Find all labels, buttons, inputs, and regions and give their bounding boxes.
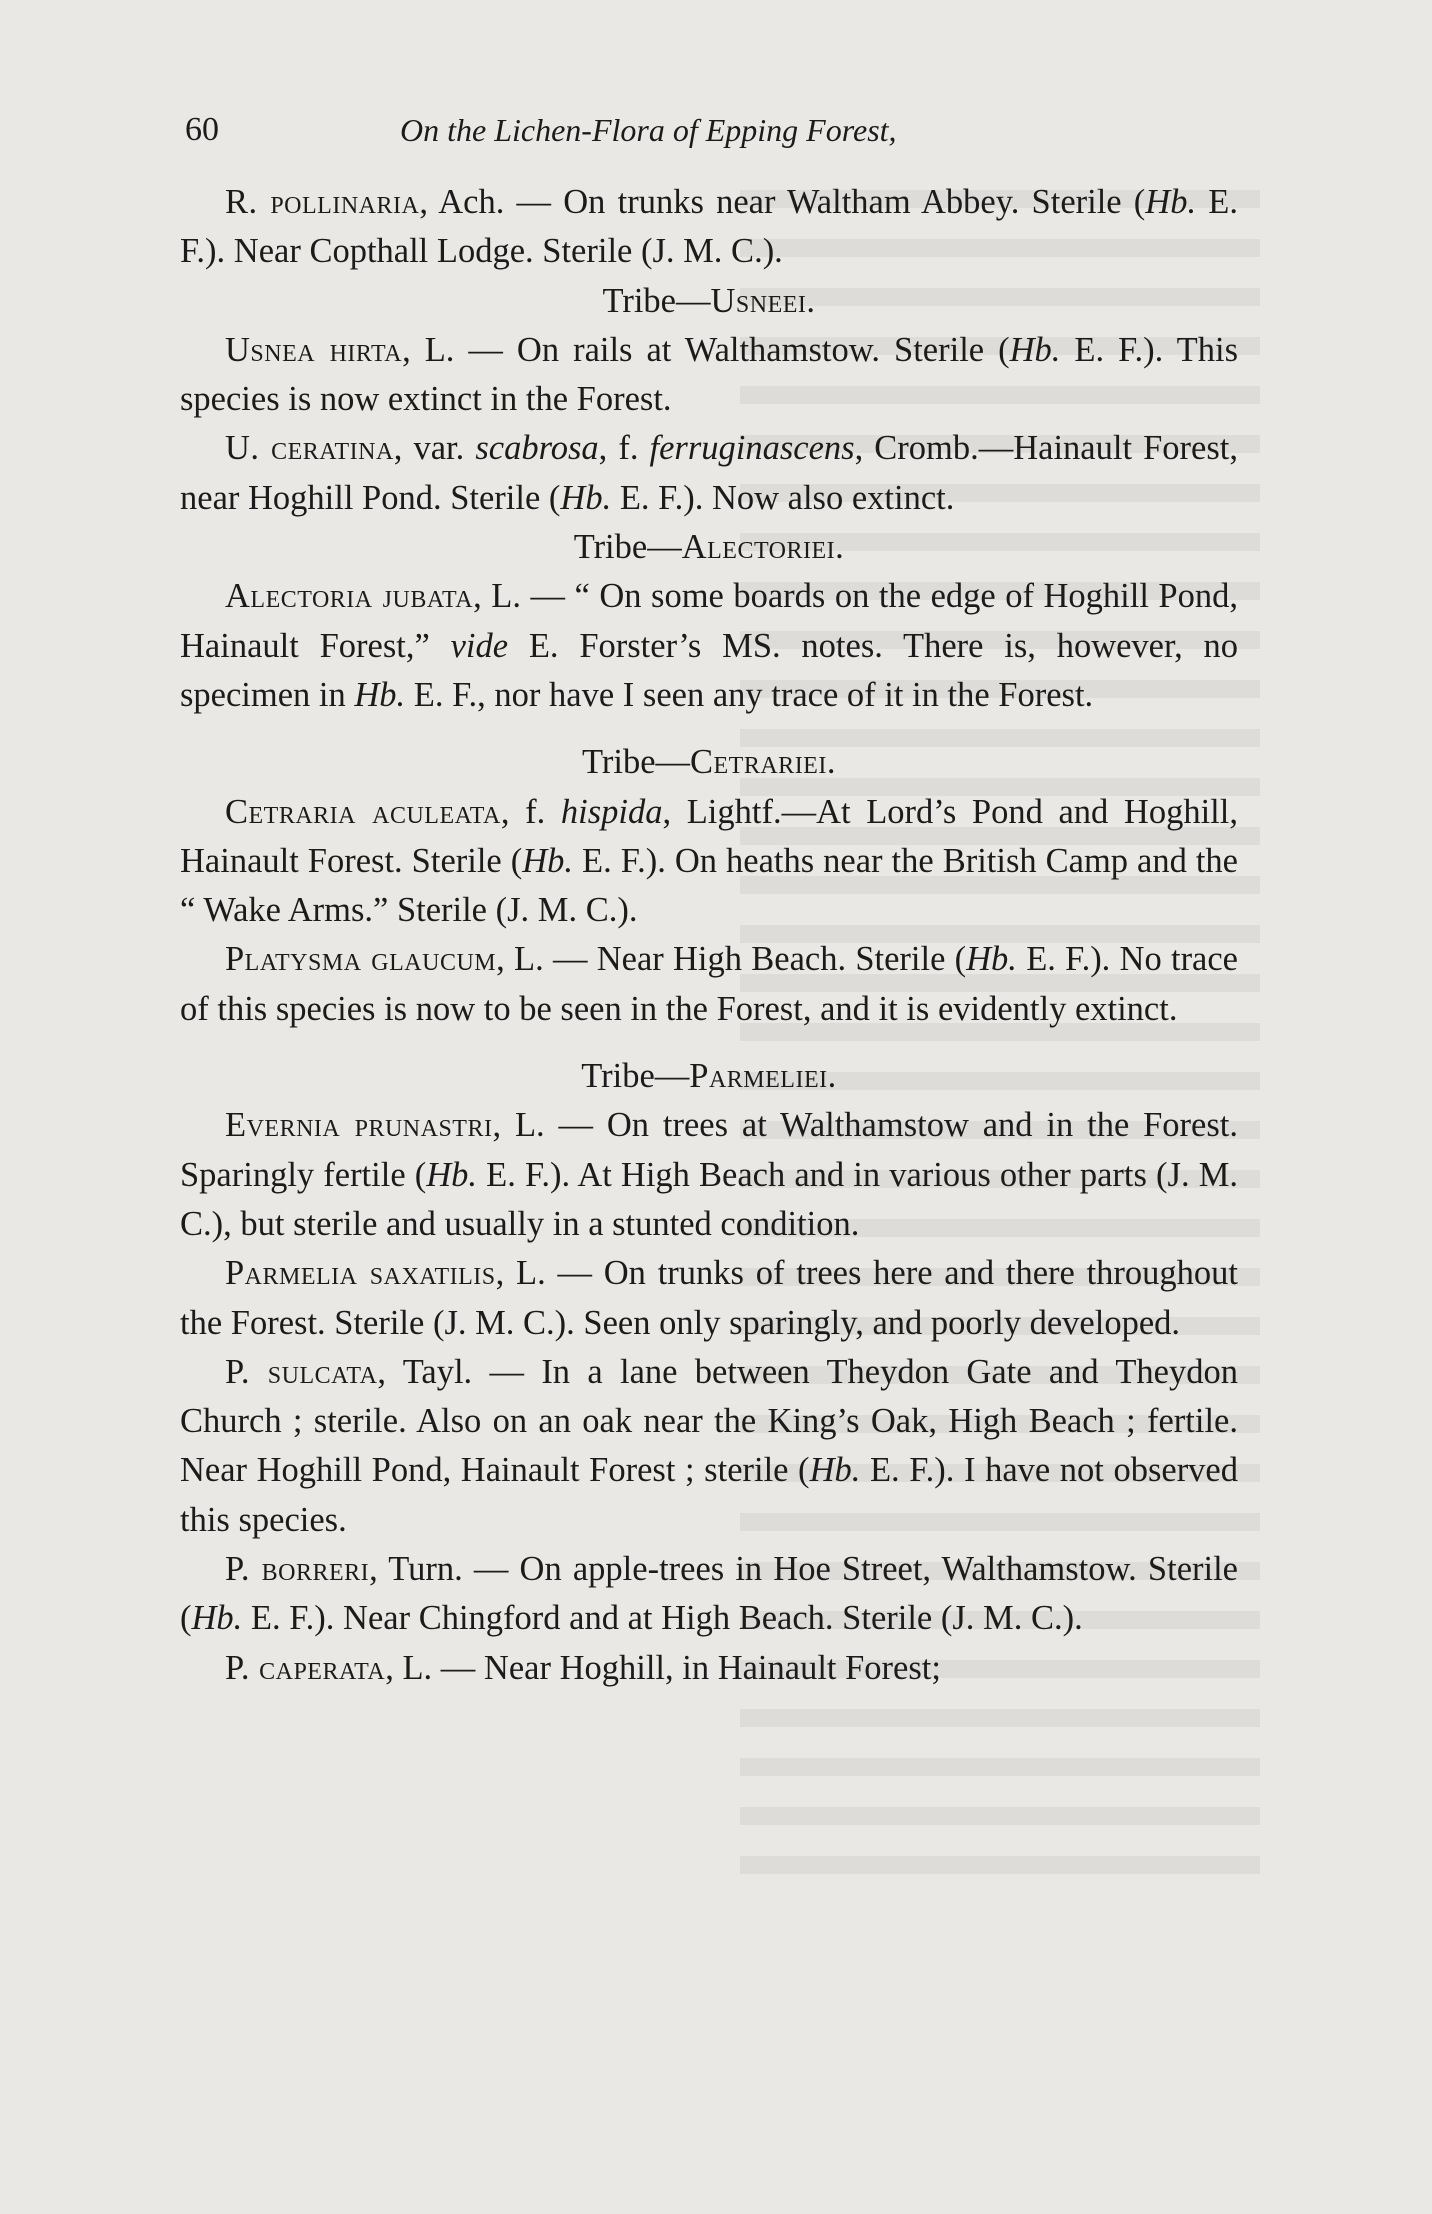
entry-alectoria-jubata	[180, 572, 1238, 720]
entry-platysma-glaucum	[180, 935, 1238, 1034]
entry-text: , L. — On trunks of trees here and there throughout the Forest. Sterile (J. M. C.). Seen only sparingly, and poorly developed.	[180, 1254, 1238, 1342]
entry-italic: hispida	[560, 792, 663, 831]
entry-text: E. F.). I have not observed this species.	[180, 1451, 1238, 1539]
entry-p-borreri	[180, 1545, 1238, 1644]
entry-text: , f.	[598, 429, 650, 468]
entry-text: , Turn. — On apple-trees in Hoe Street, Walthamstow. Sterile (	[180, 1550, 1238, 1638]
species-name: Cetraria aculeata	[225, 792, 501, 831]
entry-text: E. F.). No trace of this species is now to be seen in the Forest, and it is evidently extinct.	[180, 940, 1238, 1028]
entry-text: , L. — Near High Beach. Sterile (	[496, 940, 967, 979]
entry-italic: Hb.	[522, 841, 574, 880]
entry-usnea-hirta	[180, 326, 1238, 425]
entry-text: , Ach. — On trunks near Waltham Abbey. Sterile (	[419, 183, 1146, 221]
tribe-heading-alectoriei	[180, 523, 1238, 572]
entry-text: E. F.). Now also extinct.	[611, 478, 955, 517]
entry-text: E. F.). Near Copthall Lodge. Sterile (J. M. C.).	[180, 183, 1238, 271]
tribe-heading-cetrariei	[180, 738, 1238, 787]
entry-text: , Cromb.—Hainault Forest, near Hoghill Pond. Sterile (	[180, 429, 1238, 517]
entry-text: E. Forster’s MS. notes. There is, however, no specimen in	[180, 626, 1239, 714]
entry-italic: Hb.	[809, 1451, 861, 1490]
entry-text: , L. — On trees at Walthamstow and in the Forest. Sparingly fertile (	[180, 1106, 1238, 1194]
entry-r-pollinaria	[180, 178, 1238, 277]
species-name: P. caperata	[225, 1648, 386, 1687]
entry-text: , f.	[500, 792, 561, 831]
tribe-name: Parmeliei.	[689, 1057, 837, 1096]
tribe-prefix: Tribe—	[573, 528, 682, 567]
entry-italic: scabrosa	[475, 429, 599, 468]
entry-text: E. F.). On heaths near the British Camp and the “ Wake Arms.” Sterile (J. M. C.).	[180, 841, 1238, 930]
species-name: P. borreri	[225, 1550, 370, 1589]
entry-text: , Lightf.—At Lord’s Pond and Hoghill, Hainault Forest. Sterile (	[180, 792, 1238, 880]
running-title: On the Lichen-Flora of Epping Forest,	[400, 112, 897, 148]
entry-evernia-prunastri	[180, 1101, 1238, 1249]
species-name: Evernia prunastri	[225, 1106, 493, 1145]
species-name: P. sulcata	[225, 1352, 378, 1391]
entry-italic: ferruginascens	[649, 429, 855, 468]
entry-italic: vide	[450, 626, 509, 665]
entry-italic: Hb.	[560, 478, 612, 517]
entry-text: , L. — “ On some boards on the edge of Hoghill Pond, Hainault Forest,”	[180, 577, 1238, 665]
body-text	[180, 178, 1238, 1693]
tribe-prefix: Tribe—	[581, 1057, 690, 1096]
entry-u-ceratina	[180, 424, 1238, 523]
entry-text: , L. — On rails at Walthamstow. Sterile (	[402, 330, 1010, 369]
entry-parmelia-saxatilis	[180, 1249, 1238, 1348]
tribe-name: Alectoriei.	[681, 528, 845, 567]
entry-text: , var.	[393, 429, 476, 468]
species-name: R. pollinaria	[225, 183, 420, 221]
entry-italic: Hb.	[966, 940, 1017, 979]
entry-italic: Hb.	[1145, 183, 1197, 221]
entry-italic: Hb.	[426, 1155, 478, 1194]
entry-italic: Hb.	[1009, 330, 1061, 369]
species-name: Platysma glaucum	[225, 940, 497, 979]
species-name: Alectoria jubata	[225, 577, 474, 616]
entry-text: E. F.). This species is now extinct in the Forest.	[180, 330, 1238, 419]
entry-italic: Hb.	[354, 675, 406, 714]
tribe-prefix: Tribe—	[602, 281, 711, 320]
tribe-name: Cetrariei.	[690, 743, 836, 782]
entry-p-sulcata	[180, 1348, 1238, 1545]
entry-cetraria-aculeata	[180, 788, 1238, 936]
page-header	[185, 108, 1245, 152]
entry-text: E. F., nor have I seen any trace of it in the Forest.	[405, 675, 1094, 714]
tribe-name: Usneei.	[710, 281, 816, 320]
species-name: Usnea hirta	[225, 330, 403, 369]
tribe-prefix: Tribe—	[582, 743, 691, 782]
entry-p-caperata	[180, 1644, 1238, 1693]
entry-text: E. F.). At High Beach and in various other parts (J. M. C.), but sterile and usually in a stunted condition.	[180, 1155, 1238, 1243]
tribe-heading-parmeliei	[180, 1052, 1238, 1101]
entry-text: , L. — Near Hoghill, in Hainault Forest;	[385, 1648, 941, 1687]
entry-text: E. F.). Near Chingford and at High Beach. Sterile (J. M. C.).	[242, 1599, 1083, 1638]
species-name: Parmelia saxatilis	[225, 1254, 496, 1293]
species-name: U. ceratina	[225, 429, 394, 468]
entry-text: , Tayl. — In a lane between Theydon Gate and Theydon Church ; sterile. Also on an oak near the King’s Oak, High Beach ; fertile. Near Hoghill Pond, Hainault Forest ; sterile (	[180, 1352, 1239, 1490]
entry-italic: Hb.	[191, 1599, 243, 1638]
page-number: 60	[185, 111, 219, 148]
tribe-heading-usneei	[180, 277, 1238, 326]
